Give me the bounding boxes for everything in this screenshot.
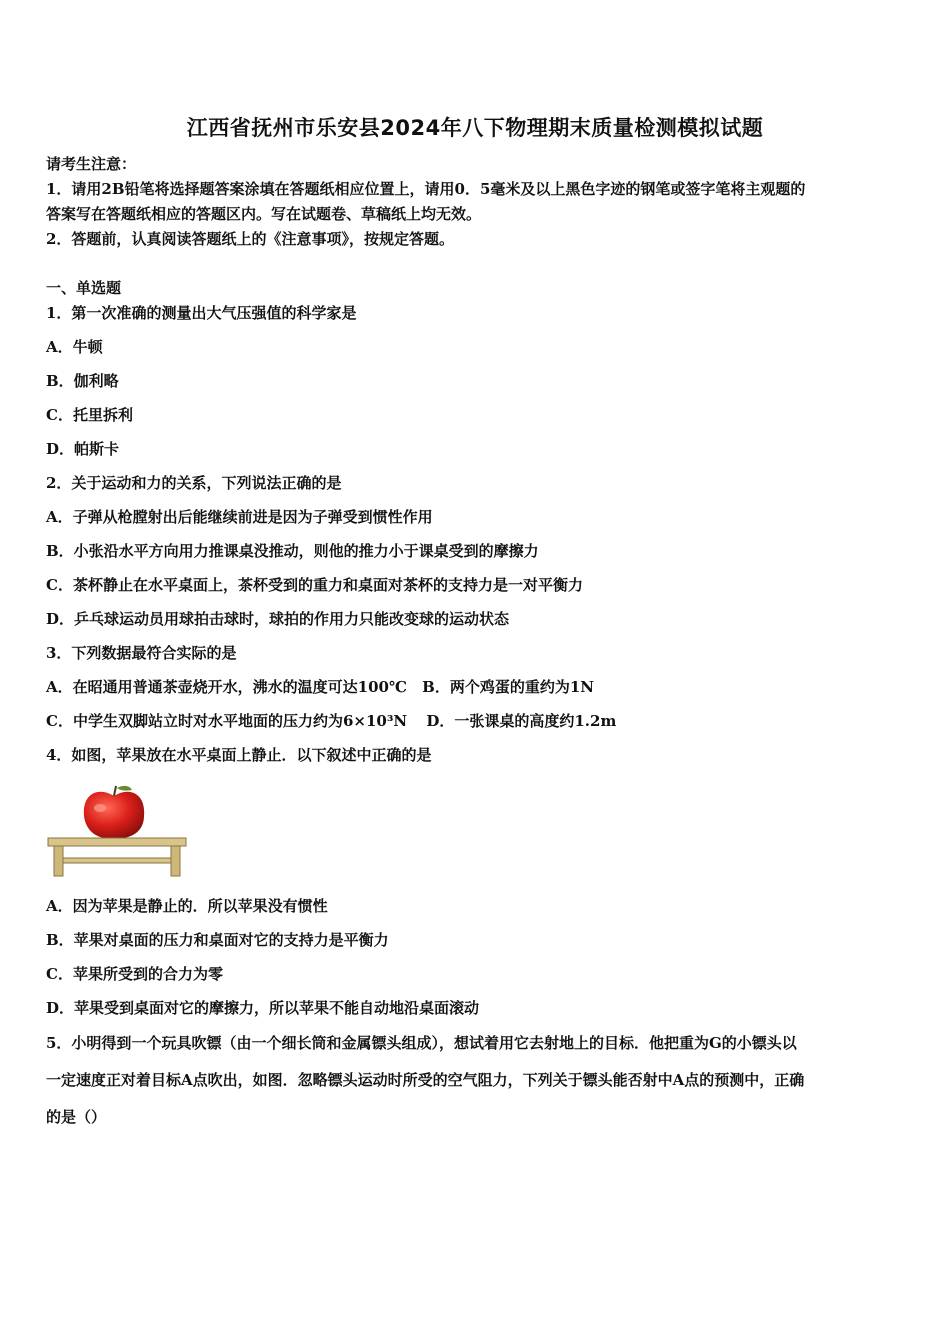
question-3-option-c: C．中学生双脚站立时对水平地面的压力约为6×10³N xyxy=(46,712,408,730)
table-icon xyxy=(48,838,186,876)
question-2-option-a: A．子弹从枪膛射出后能继续前进是因为子弹受到惯性作用 xyxy=(46,508,433,526)
question-1-option-a: A．牛顿 xyxy=(46,338,103,356)
question-2-option-d: D．乒乓球运动员用球拍击球时，球拍的作用力只能改变球的运动状态 xyxy=(46,610,510,628)
question-1-stem: 1．第一次准确的测量出大气压强值的科学家是 xyxy=(46,304,357,322)
question-4-option-d: D．苹果受到桌面对它的摩擦力，所以苹果不能自动地沿桌面滚动 xyxy=(46,999,480,1017)
question-1-option-b: B．伽利略 xyxy=(46,372,119,390)
notice-heading: 请考生注意： xyxy=(46,155,137,173)
question-4-option-b: B．苹果对桌面的压力和桌面对它的支持力是平衡力 xyxy=(46,931,389,949)
question-5-line-1: 5．小明得到一个玩具吹镖（由一个细长筒和金属镖头组成），想试着用它去射地上的目标．他把重为G的小镖头以 xyxy=(46,1034,797,1052)
notice-item-1a: 1．请用2B铅笔将选择题答案涂填在答题纸相应位置上，请用0．5毫米及以上黑色字迹的钢笔或签字笔将主观题的 xyxy=(46,180,806,198)
question-3-option-b: B．两个鸡蛋的重约为1N xyxy=(422,678,594,696)
question-5-line-2: 一定速度正对着目标A点吹出，如图．忽略镖头运动时所受的空气阻力，下列关于镖头能否射中A点的预测中，正确 xyxy=(46,1071,805,1089)
section-heading: 一、单选题 xyxy=(46,279,122,297)
question-3-options-ab xyxy=(46,676,594,697)
question-2-option-b: B．小张沿水平方向用力推课桌没推动，则他的推力小于课桌受到的摩擦力 xyxy=(46,542,539,560)
question-2-stem: 2．关于运动和力的关系，下列说法正确的是 xyxy=(46,474,342,492)
question-3-option-d: D．一张课桌的高度约1.2m xyxy=(426,712,617,730)
question-1-option-d: D．帕斯卡 xyxy=(46,440,120,458)
question-3-option-a: A．在昭通用普通茶壶烧开水，沸水的温度可达100℃ xyxy=(46,678,407,696)
notice-item-2: 2．答题前，认真阅读答题纸上的《注意事项》，按规定答题。 xyxy=(46,230,454,248)
question-1-option-c: C．托里拆利 xyxy=(46,406,133,424)
notice-item-1b: 答案写在答题纸相应的答题区内。写在试题卷、草稿纸上均无效。 xyxy=(46,205,482,223)
page-title: 江西省抚州市乐安县2024年八下物理期末质量检测模拟试题 xyxy=(186,116,764,140)
question-3-stem: 3．下列数据最符合实际的是 xyxy=(46,644,237,662)
apple-on-table-figure xyxy=(46,782,188,878)
question-2-option-c: C．茶杯静止在水平桌面上，茶杯受到的重力和桌面对茶杯的支持力是一对平衡力 xyxy=(46,576,583,594)
question-4-stem: 4．如图，苹果放在水平桌面上静止．以下叙述中正确的是 xyxy=(46,746,432,764)
question-3-options-cd xyxy=(46,710,616,731)
question-4-option-c: C．苹果所受到的合力为零 xyxy=(46,965,223,983)
question-4-option-a: A．因为苹果是静止的．所以苹果没有惯性 xyxy=(46,897,328,915)
question-5-line-3: 的是（） xyxy=(46,1108,107,1126)
apple-icon xyxy=(84,786,144,838)
